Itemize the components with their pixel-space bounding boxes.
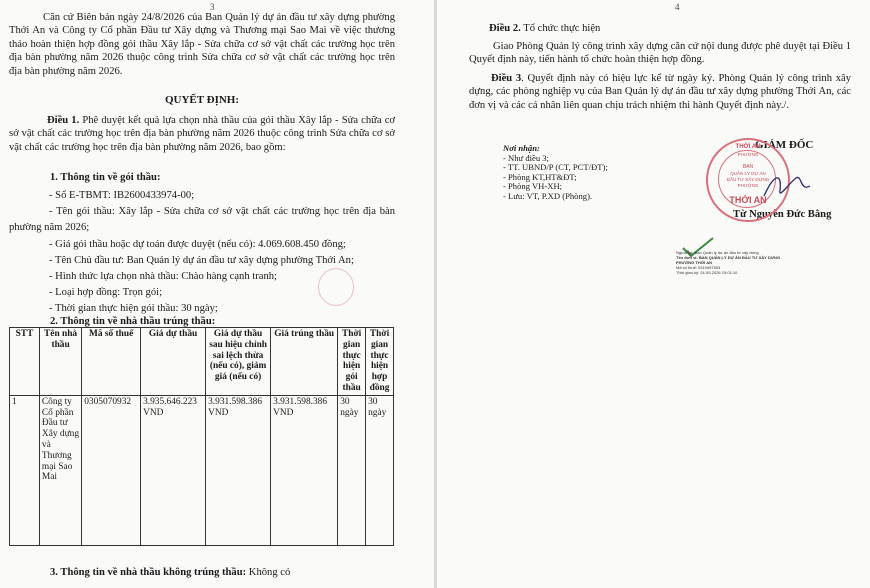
signature-line: Người ký: Ban Quản lý dự án đầu tư xây dựng — [676, 250, 759, 255]
page-number: 4 — [675, 2, 680, 12]
list-item: - Hình thức lựa chọn nhà thầu: Chào hàng cạnh tranh; — [49, 271, 278, 283]
right-page — [437, 0, 870, 588]
article-3-title: Điều 3 — [491, 73, 522, 84]
list-item: - Thời gian thực hiện gói thầu: 30 ngày; — [49, 303, 218, 315]
section-3-title: 3. Thông tin về nhà thầu không trúng thầu: — [50, 567, 247, 578]
list-item: - Giá gói thầu hoặc dự toán được duyệt (nếu có): 4.069.608.450 đồng; — [49, 238, 346, 250]
table-header-row — [10, 328, 394, 396]
decision-heading: QUYẾT ĐỊNH: — [164, 94, 240, 106]
list-item: - Tên Chủ đầu tư: Ban Quản lý dự án đầu tư xây dựng phường Thới An; — [49, 254, 354, 266]
recipients-title: Nơi nhận: — [503, 143, 540, 153]
section-2-title: 2. Thông tin về nhà thầu trúng thầu: — [50, 316, 216, 327]
article-1-text: Phê duyệt kết quả lựa chọn nhà thầu của gói thầu Xây lắp - Sửa chữa cơ sở vật chất các trường học trên địa bàn phường năm 2026 thuộc công trình Sửa chữa cơ sở vật chất các trường học trên địa bàn phường năm 2026, bao gồm: — [9, 115, 395, 153]
seal-bottom-text: THỚI AN — [729, 195, 767, 205]
seal-inner-text: PHƯỜNG — [737, 183, 759, 188]
article-2-heading-text: Tổ chức thực hiện — [520, 23, 601, 34]
table-cell: Công ty Cổ phần Đầu tư Xây dựng và Thương mại Sao Mai — [39, 395, 81, 545]
article-1-title: Điều 1. — [47, 115, 80, 126]
seal-top-text: THỚI AN — [735, 144, 761, 150]
list-item: - Phòng VH-XH; — [503, 181, 563, 192]
table-cell: 30 ngày — [366, 395, 394, 545]
signature-line: Thời gian ký: 24-09-2026 15:01:10 — [676, 270, 738, 275]
list-item: - TT. UBND/P (CT, PCT/ĐT); — [503, 162, 608, 173]
signature-line: Tên đơn vị: BAN QUẢN LÝ DỰ ÁN ĐẦU TƯ XÂY DỰNG PHƯỜNG THỚI AN — [676, 255, 781, 265]
signature-line: Mã số thuế: 0319497553 — [676, 265, 721, 270]
signature-scribble — [760, 168, 820, 204]
page-number: 3 — [210, 2, 215, 12]
section-3 — [50, 566, 390, 579]
table-header: Giá dự thầu sau hiệu chỉnh sai lệch thừa (nếu có), giảm giá (nếu có) — [206, 328, 271, 396]
table-header: Giá dự thầu — [141, 328, 206, 396]
list-item: - Số E-TBMT: IB2600433974-00; — [49, 190, 195, 201]
table-cell: 3.935.646.223 VND — [141, 395, 206, 545]
seal-inner-text: ĐẦU TƯ XÂY DỰNG — [726, 177, 770, 182]
table-row — [10, 395, 394, 545]
section-1-title: 1. Thông tin về gói thầu: — [50, 172, 161, 183]
table-cell: 30 ngày — [338, 395, 366, 545]
table-header: Giá trúng thầu — [271, 328, 338, 396]
table-header: Mã số thuế — [82, 328, 141, 396]
list-item: - Tên gói thầu: Xây lắp - Sửa chữa cơ sở vật chất các trường học trên địa bàn phường năm 2026; — [9, 206, 395, 234]
article-2-title: Điều 2. — [489, 23, 521, 34]
table-header: Thời gian thực hiện gói thầu — [338, 328, 366, 396]
list-item: - Như điều 3; — [503, 152, 549, 163]
table-cell: 3.931.598.386 VND — [271, 395, 338, 545]
table-header: Tên nhà thầu — [39, 328, 81, 396]
table-cell: 1 — [10, 395, 40, 545]
list-item: - Loại hợp đồng: Trọn gói; — [49, 287, 163, 299]
signer-name: Từ Nguyễn Đức Bằng — [733, 209, 832, 220]
article-3-text: . Quyết định này có hiệu lực kể từ ngày ký. Phòng Quản lý công trình xây dựng, các phòng nghiệp vụ của Ban Quản lý dự án đầu tư xây dựng phường Thới An, các đơn vị và các cá nhân liên quan chịu trách nhiệm thi hành Quyết định này./. — [469, 73, 851, 111]
table-cell: 0305070932 — [82, 395, 141, 545]
recipients — [503, 144, 683, 202]
table-header: STT — [10, 328, 40, 396]
section-3-value: Không có — [246, 567, 291, 578]
digital-signature-info — [676, 250, 796, 275]
seal-inner-text: QUẢN LÝ DỰ ÁN — [730, 171, 766, 176]
left-page — [0, 0, 434, 588]
table-header: Thời gian thực hiện hợp đồng — [366, 328, 394, 396]
article-2-heading — [489, 22, 829, 35]
article-3 — [469, 72, 851, 112]
seal-ring-text: PHƯỜNG — [737, 152, 759, 157]
intro-paragraph: Căn cứ Biên bản ngày 24/8/2026 của Ban Quản lý dự án đầu tư xây dựng phường Thới An và Công ty Cổ phần Đầu tư Xây dựng và Thương mại Sao Mai về việc thương thảo hoàn thiện hợp đồng gói thầu Xây lắp - Sửa chữa cơ sở vật chất các trường học trên địa bàn phường năm 2026 thuộc công trình Sửa chữa cơ sở vật chất các trường học trên địa bàn phường năm 2026. — [9, 12, 395, 77]
article-1 — [9, 114, 395, 154]
winning-bidder-table — [9, 327, 394, 546]
signer-title: GIÁM ĐỐC — [755, 139, 814, 151]
list-item: - Lưu: VT, P.XD (Phòng). — [503, 190, 593, 201]
list-item: - Phòng KT,HT&ĐT; — [503, 171, 577, 182]
article-2-text: Giao Phòng Quản lý công trình xây dựng căn cứ nội dung được phê duyệt tại Điều 1 Quyết định này, tiến hành tổ chức hoàn thiện hợp đồng. — [469, 41, 851, 66]
table-cell: 3.931.598.386 VND — [206, 395, 271, 545]
seal-inner-text: BAN — [742, 164, 754, 170]
faint-stamp-mark — [318, 268, 354, 306]
